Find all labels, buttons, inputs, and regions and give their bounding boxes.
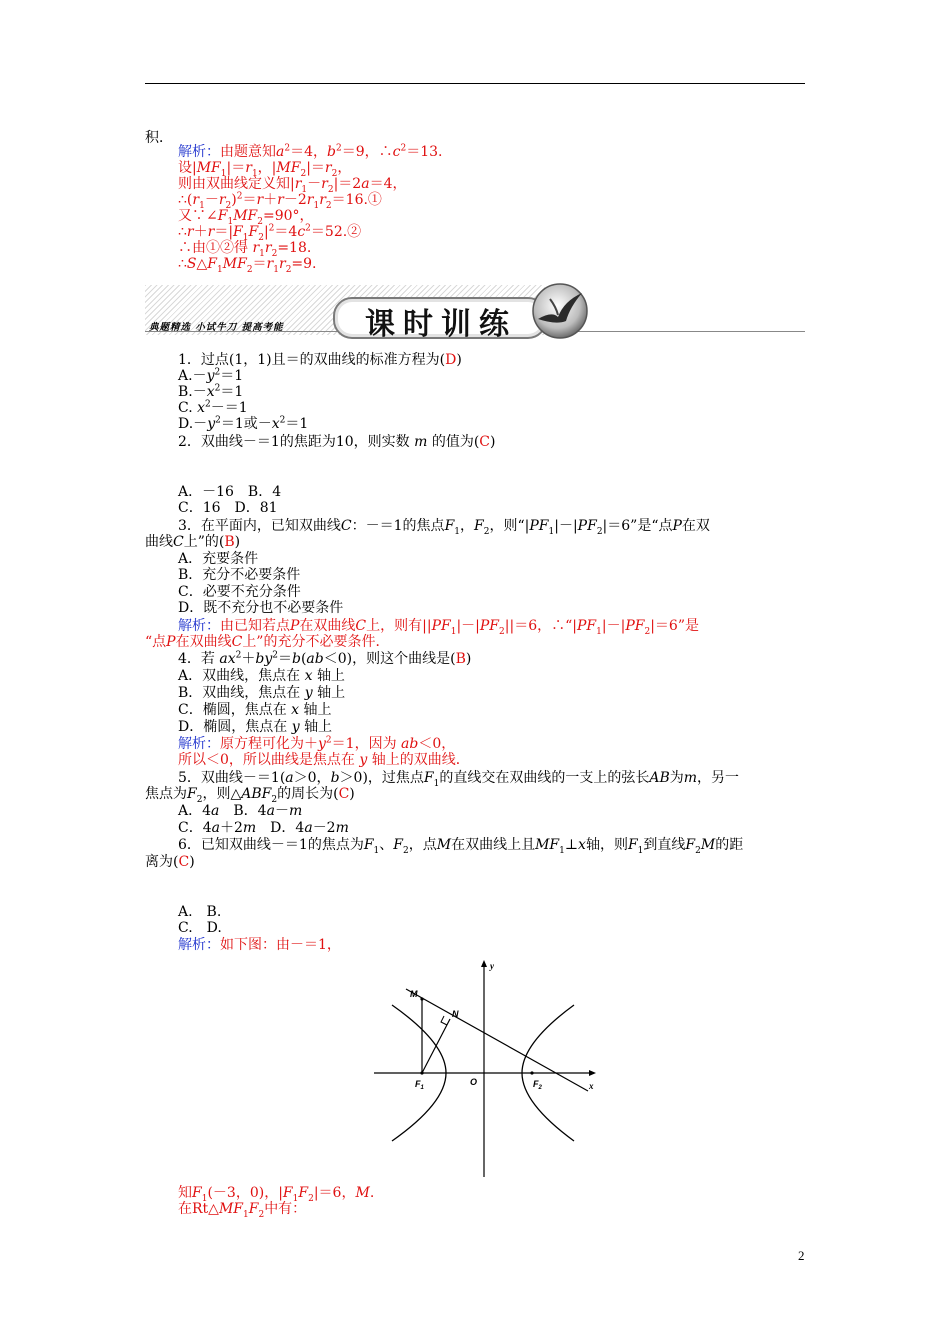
solution-line: “点P在双曲线C上”的充分不必要条件． <box>145 634 390 650</box>
question-3-cont: 曲线C上”的(B) <box>145 534 241 550</box>
question-3: 3．在平面内，已知双曲线C：－＝1的焦点$F_1$，$F_2$，则“$|PF_1|-|PF_2|=6$”是“点P在双 <box>178 518 710 537</box>
solution-line: 设$|MF_1|=r_1$，$|MF_2|=r_2$， <box>178 160 352 179</box>
question-4: 4．若 $ax^2+by^2=b(ab<0)$，则这个曲线是(B) <box>178 650 472 667</box>
label-o: O <box>470 1077 478 1087</box>
hyperbola-figure <box>370 953 602 1183</box>
question-6: 6．已知双曲线－＝1的焦点为$F_1$、$F_2$，点M在双曲线上且$MF_1\perp x$轴，则$F_1$到直线$F_2M$的距 <box>178 837 744 856</box>
option-d: D．椭圆，焦点在 y 轴上 <box>178 719 333 735</box>
solution-line: $\therefore(r_1-r_2)^2=r+r-2r_1r_2=16.①$ <box>178 191 382 211</box>
text-line: 积． <box>145 130 173 146</box>
banner-title: 课时训练 <box>365 307 517 342</box>
section-banner <box>145 279 805 341</box>
solution-line: 解析：原方程可化为$+y^2=1$，因为 ab＜0， <box>178 735 456 752</box>
solution-line: 解析：由已知若点P在双曲线C上，则有$||PF_1|-|PF_2||=6$，$\therefore“|PF_1|-|PF_2|=6$”是 <box>178 618 699 637</box>
solution-line: 又$\because\angle F_1MF_2=90^\circ$， <box>178 208 314 227</box>
options-cd: C．16 D．81 <box>178 500 278 516</box>
solution-line: 解析：如下图：由－＝1， <box>178 937 341 953</box>
option-c: C. $x^2-=1$ <box>178 399 248 416</box>
question-6-cont: 离为(C) <box>145 854 195 870</box>
label-y: y <box>490 961 494 971</box>
option-b: B．充分不必要条件 <box>178 567 301 583</box>
solution-line: 在$Rt\triangle MF_1F_2$中有： <box>178 1201 307 1220</box>
banner-tagline: 典题精选 小试牛刀 提高考能 <box>149 322 284 333</box>
option-a: A．充要条件 <box>178 551 259 567</box>
solution-line: 则由双曲线定义知$|r_1-r_2|=2a=4$， <box>178 176 407 195</box>
option-b: B．双曲线，焦点在 y 轴上 <box>178 685 346 701</box>
question-5-cont: 焦点为$F_2$，则$\triangle ABF_2$的周长为(C) <box>145 786 355 805</box>
option-c: C．必要不充分条件 <box>178 584 301 600</box>
option-c: C．椭圆，焦点在 x 轴上 <box>178 702 332 718</box>
label-f2: $F_2$ <box>533 1079 542 1091</box>
options-ab: A．－16 B．4 <box>178 484 282 500</box>
solution-line: 所以＜0，所以曲线是焦点在 y 轴上的双曲线． <box>178 752 470 768</box>
label-x: x <box>589 1081 594 1091</box>
options-ab: A．4a B．4a－m <box>178 803 303 819</box>
options-ab: A. B. <box>178 904 222 920</box>
page-number: 2 <box>798 1248 805 1263</box>
option-b: $B.-x^2=1$ <box>178 383 244 400</box>
option-a: $A.-y^2=1$ <box>178 367 244 384</box>
bird-logo-icon <box>528 281 592 341</box>
solution-line: 解析：由题意知$a^2=4$，$b^2=9$，$\therefore c^2=13$. <box>178 143 443 160</box>
option-d: $D.-y^2=1$或$-x^2=1$ <box>178 415 309 432</box>
solution-line: $\therefore S\triangle F_1MF_2=r_1r_2=9$. <box>178 256 317 275</box>
solution-line: 知$F_1(-3$，0)，$|F_1F_2|=6$，M. <box>178 1185 375 1204</box>
option-d: D．既不充分也不必要条件 <box>178 600 344 616</box>
label-f1: $F_1$ <box>415 1079 424 1091</box>
question-2: 2．双曲线－＝1的焦距为10，则实数 m 的值为(C) <box>178 434 496 450</box>
header-rule <box>145 83 805 84</box>
option-a: A．双曲线，焦点在 x 轴上 <box>178 668 345 684</box>
question-5: 5．双曲线－＝1(a＞0，b＞0)，过焦点$F_1$的直线交在双曲线的一支上的弦长AB为m，另一 <box>178 770 740 789</box>
label-n: N <box>452 1009 459 1019</box>
question-1: 1．过点(1，1)且＝的双曲线的标准方程为(D) <box>178 352 462 368</box>
solution-line: ∴由①②得 $r_1r_2=18$. <box>178 240 312 259</box>
options-cd: C．4a＋2m D．4a－2m <box>178 820 349 836</box>
label-m: M <box>410 989 418 999</box>
options-cd: C. D. <box>178 920 222 936</box>
solution-line: $\therefore r+r=|F_1F_2|^2=4c^2=52.②$ <box>178 223 362 243</box>
